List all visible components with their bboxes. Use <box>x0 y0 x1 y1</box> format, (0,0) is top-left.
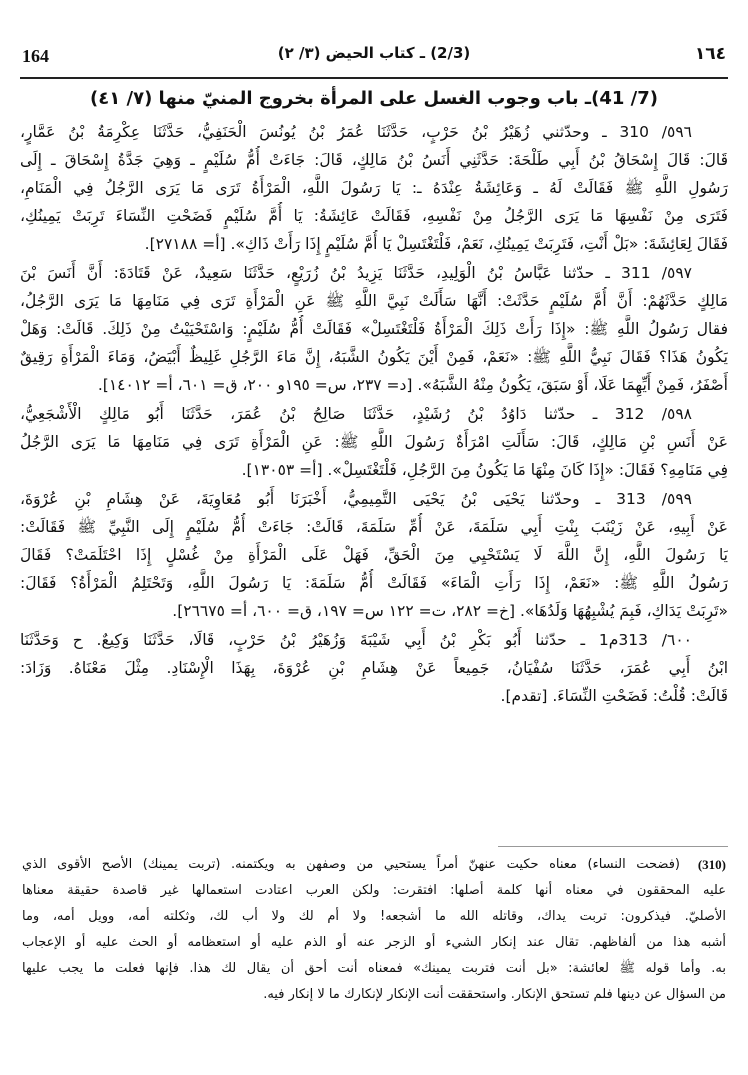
footnote-line <box>22 956 726 982</box>
footnote-number: (310) <box>697 857 726 872</box>
chapter-title: (7/ 41)ـ باب وجوب الغسل على المرأة بخروج المنيّ منها (٧/ ٤١) <box>90 88 658 109</box>
hadith-paragraph <box>20 485 728 625</box>
hadith-paragraph <box>20 118 728 258</box>
hadith-first-line: ٥٩٧/ 311 ـ حدّثنا عَبَّاسُ بْنُ الْوَلِيدِ، حَدَّثَنَا يَزِيدُ بْنُ زُرَيْعٍ، حَدَّثَنَا سَعِيدٌ، عَنْ قَتَادَةَ: أَنَّ أَنَسَ بْنَ <box>20 264 692 282</box>
hadith-paragraph <box>20 259 728 399</box>
hadith-body <box>20 118 728 711</box>
hadith-first-line: ٥٩٨/ 312 ـ حدّثنا دَاوُدُ بْنُ رُشَيْدٍ، حَدَّثَنَا صَالِحُ بْنُ عُمَرَ، حَدَّثَنَا أَبُو مَالِكٍ الْأَشْجَعِيُّ، <box>20 405 692 423</box>
hadith-line: يَا رَسُولَ اللَّهِ، إِنَّ اللَّهَ لَا يَسْتَحْيِي مِنَ الْحَقِّ، فَهَلْ عَلَى الْمَرْأَةِ مِنْ غُسْلٍ إِذَا احْتَلَمَتْ؟ فَقَالَ <box>20 546 728 564</box>
footnote <box>22 852 726 1008</box>
page-number-latin: 164 <box>22 46 49 66</box>
hadith-first-line: ٥٩٦/ 310 ـ وحدّثني زُهَيْرُ بْنُ حَرْبٍ، حَدَّثَنَا عُمَرُ بْنُ يُونُسَ الْحَنَفِيُّ، حَدَّثَنَا عِكْرِمَةُ بْنُ عَمَّارٍ، <box>20 123 692 141</box>
footnote-line <box>22 930 726 956</box>
hadith-line: أَصْفَرُ، فَمِنْ أَيِّهِمَا عَلَا، أَوْ سَبَقَ، يَكُونُ مِنْهُ الشَّبَهُ». [د= ٢٣٧، س= ١٩٥و ٢٠٠، ق= ٦٠١، أ= ١٤٠١٢]. <box>97 376 728 394</box>
footnote-text: الأصليّ. فيذكرون: تربت يداك، وقاتله الله ما أشجعه! ولا أم لك ولا أب لك، وثكلته أمه، وويل أمه، وما <box>22 909 726 924</box>
footnote-rule <box>498 846 728 847</box>
hadith-line: فقال رَسُولُ اللَّهِ ﷺ: «إِذَا رَأَتْ ذَلِكَ الْمَرْأَةُ فَلْتَغْتَسِلْ» فَقَالَتْ أُمُّ سُلَيْمٍ: وَاسْتَحْيَيْتُ مِنْ ذَلِكَ. قَالَتْ: وَهَلْ <box>20 320 728 338</box>
hadith-line: مَالِكٍ حَدَّثَهُمْ: أَنَّ أُمَّ سُلَيْمٍ حَدَّثَتْ: أَنَّهَا سَأَلَتْ نَبِيَّ اللَّهِ ﷺ عَنِ الْمَرْأَةِ تَرَى فِي مَنَامِهَا مَا يَرَى الرَّجُلُ، <box>20 292 728 310</box>
hadith-line: قَالَتْ: قُلْتُ: فَضَحْتِ النِّسَاءَ. [تقدم]. <box>500 687 728 705</box>
footnote-line <box>22 904 726 930</box>
page-header <box>22 40 726 70</box>
hadith-line: فِي مَنَامِهِ؟ فَقَالَ: «إِذَا كَانَ مِنْهَا مَا يَكُونُ مِنَ الرَّجُلِ، فَلْتَغْتَسِلْ». [أ= ١٣٠٥٣]. <box>241 461 728 479</box>
footnote-line <box>22 982 726 1008</box>
footnote-text: أشبه هذا من ألفاظهم. تقال عند إنكار الشيء أو الزجر عنه أو الذم عليه أو استعظامه أو الحث عليه أو الإعجاب <box>22 935 726 950</box>
footnote-text: من السؤال عن دينها فلم تستحق الإنكار. واستحققت أنت الإنكار لإنكارك ما لا إنكار فيه. <box>263 987 726 1002</box>
footnote-text: به. وأما قوله ﷺ لعائشة: «بل أنت فتربت يمينك» فمعناه أنت أحق أن يقال لك هذا. فإنها فعلت ما يجب عليها <box>22 961 726 976</box>
hadith-first-line: ٦٠٠/ 313م1 ـ حدّثنا أَبُو بَكْرِ بْنُ أَبِي شَيْبَةَ وَزُهَيْرُ بْنُ حَرْبٍ، قَالَا، حَدَّثَنَا وَكِيعٌ. ح وَحَدَّثَنَا <box>20 631 692 649</box>
hadith-first-line: ٥٩٩/ 313 ـ وحدّثنا يَحْيَى بْنُ يَحْيَى التَّمِيمِيُّ، أَخْبَرَنَا أَبُو مُعَاوِيَةَ، عَنْ هِشَامِ بْنِ عُرْوَةَ، <box>20 490 692 508</box>
header-rule <box>20 77 728 79</box>
page-number-arabic: ١٦٤ <box>694 44 726 64</box>
hadith-paragraph <box>20 400 728 484</box>
hadith-line: فَتَرَى مِنْ نَفْسِهَا مَا يَرَى الرَّجُلُ مِنْ نَفْسِهِ، فَقَالَتْ عَائِشَةُ: يَا أُمَّ سُلَيْمٍ فَضَحْتِ النِّسَاءَ تَرِبَتْ يَمِينُكِ، <box>20 207 728 225</box>
hadith-line: فَقَالَ لِعَائِشَةَ: «بَلْ أَنْتِ، فَتَرِبَتْ يَمِينُكِ، نَعَمْ، فَلْتَغْتَسِلْ يَا أُمَّ سُلَيْمٍ إِذَا رَأَتْ ذَاكِ». [أ= ٢٧١٨٨]. <box>144 235 728 253</box>
hadith-paragraph <box>20 626 728 710</box>
hadith-line: رَسُولِ اللَّهِ ﷺ فَقَالَتْ لَهُ ـ وَعَائِشَةُ عِنْدَهُ ـ: يَا رَسُولَ اللَّهِ، الْمَرْأَةُ تَرَى مَا يَرَى الرَّجُلُ فِي الْمَنَامِ، <box>20 179 728 197</box>
footnote-line <box>22 878 726 904</box>
hadith-line: يَكُونُ هَذَا؟ فَقَالَ نَبِيُّ اللَّهِ ﷺ: «نَعَمْ، فَمِنْ أَيْنَ يَكُونُ الشَّبَهُ، إِنَّ مَاءَ الرَّجُلِ غَلِيظٌ أَبْيَضُ، وَمَاءَ الْمَرْأَةِ رَقِيقٌ <box>20 348 728 366</box>
footnote-line <box>22 852 726 878</box>
hadith-line: عَنْ أَنَسِ بْنِ مَالِكٍ، قَالَ: سَأَلَتِ امْرَأَةٌ رَسُولَ اللَّهِ ﷺ: عَنِ الْمَرْأَةِ تَرَى فِي مَنَامِهَا مَا يَرَى الرَّجُلُ <box>20 433 728 451</box>
footnote-text: عليه المحققون في معناه أنها كلمة أصلها: افتقرت: ولكن العرب اعتادت استعمالها غير قاصدة حقيقة معناها <box>22 883 726 898</box>
hadith-line: عَنْ أَبِيهِ، عَنْ زَيْنَبَ بِنْتِ أَبِي سَلَمَةَ، عَنْ أُمِّ سَلَمَةَ، قَالَتْ: جَاءَتْ أُمُّ سُلَيْمٍ إِلَى النَّبِيِّ ﷺ فَقَالَتْ: <box>20 518 728 536</box>
hadith-line: ابْنُ أَبِي عُمَرَ، حَدَّثَنَا سُفْيَانُ، جَمِيعاً عَنْ هِشَامِ بْنِ عُرْوَةَ، بِهَذَا الْإِسْنَادِ. مِثْلَ مَعْنَاهُ. وَزَادَ: <box>20 659 728 677</box>
hadith-line: قَالَ: قَالَ إِسْحَاقُ بْنُ أَبِي طَلْحَةَ: حَدَّثَنِي أَنَسُ بْنُ مَالِكٍ، قَالَ: جَاءَتْ أُمُّ سُلَيْمٍ ـ وَهِيَ جَدَّةُ إِسْحَاقَ ـ إِلَى <box>20 151 728 169</box>
hadith-line: رَسُولُ اللَّهِ ﷺ: «نَعَمْ، إِذَا رَأَتِ الْمَاءَ» فَقَالَتْ أُمُّ سَلَمَةَ: يَا رَسُولَ اللَّهِ، وَتَحْتَلِمُ الْمَرْأَةُ؟ فَقَالَ: <box>20 574 728 592</box>
hadith-line: «تَرِبَتْ يَدَاكِ، فَبِمَ يُشْبِهُهَا وَلَدُهَا». [خ= ٢٨٢، ت= ١٢٢ س= ١٩٧، ق= ٦٠٠، أ= ٢٦٦٧٥]. <box>172 602 728 620</box>
running-title: (2/3) ـ كتاب الحيض (٣/ ٢) <box>277 44 471 62</box>
footnote-text: (فضحت النساء) معناه حكيت عنهنّ أمراً يستحيي من وصفهن به ويكتمنه. (تربت يمينك) الأصح الأقوى الذي <box>22 857 680 872</box>
